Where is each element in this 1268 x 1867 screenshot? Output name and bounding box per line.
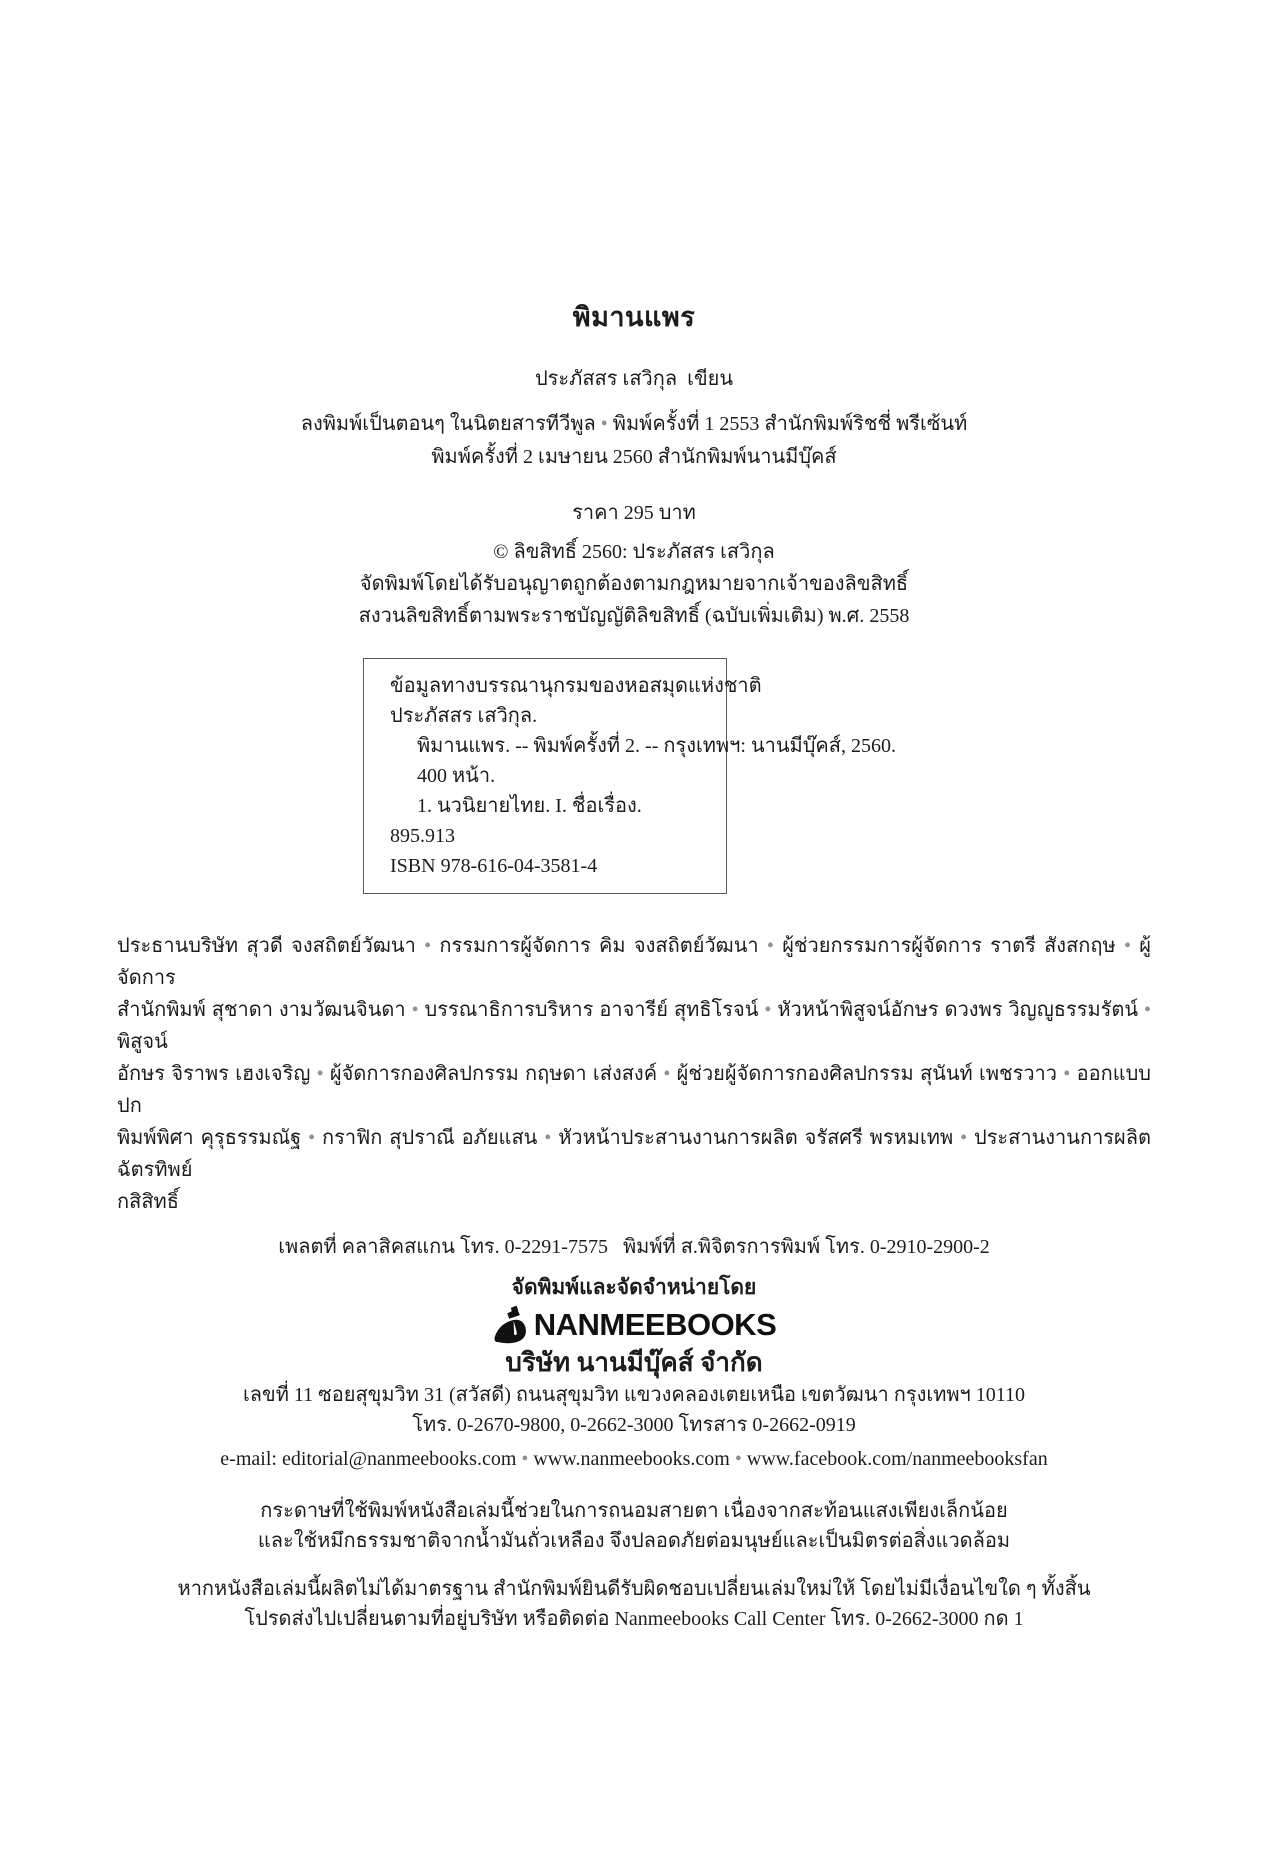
publisher-logo bbox=[117, 1304, 1151, 1346]
cip-box bbox=[363, 658, 896, 894]
credits-line: กสิสิทธิ์ bbox=[117, 1191, 179, 1213]
paper-note-line: และใช้หมึกธรรมชาติจากน้ำมันถั่วเหลือง จึงปลอดภัยต่อมนุษย์และเป็นมิตรต่อสิ่งแวดล้อม bbox=[257, 1530, 1011, 1552]
printing-history bbox=[117, 408, 1151, 474]
second-printing-line: พิมพ์ครั้งที่ 2 เมษายน 2560 สำนักพิมพ์นานมีบุ๊คส์ bbox=[431, 446, 837, 468]
copyright-line: สงวนลิขสิทธิ์ตามพระราชบัญญัติลิขสิทธิ์ (ฉบับเพิ่มเติม) พ.ศ. 2558 bbox=[358, 605, 910, 627]
author-line: ประภัสสร เสวิกุล เขียน bbox=[534, 368, 734, 390]
copyright-line: จัดพิมพ์โดยได้รับอนุญาตถูกต้องตามกฎหมายจากเจ้าของลิขสิทธิ์ bbox=[359, 573, 909, 595]
quality-note-line: โปรดส่งไปเปลี่ยนตามที่อยู่บริษัท หรือติดต่อ Nanmeebooks Call Center โทร. 0-2662-3000 กด 1 bbox=[244, 1608, 1024, 1630]
credits-line: อักษร จิราพร เฮงเจริญ • ผู้จัดการกองศิลปกรรม กฤษดา เส่งสงค์ • ผู้ช่วยผู้จัดการกองศิลปกรรม สุนันท์ เพชรวาว • ออกแบบปก bbox=[117, 1063, 1151, 1117]
price-line: ราคา 295 บาท bbox=[572, 502, 696, 524]
cip-isbn: ISBN 978-616-04-3581-4 bbox=[390, 855, 598, 877]
page-title: พิมานแพร bbox=[572, 302, 696, 332]
credits-line: ประธานบริษัท สุวดี จงสถิตย์วัฒนา • กรรมการผู้จัดการ คิม จงสถิตย์วัฒนา • ผู้ช่วยกรรมการผู้จัดการ ราตรี สังสกฤษ • ผู้จัดการ bbox=[117, 935, 1151, 989]
publisher-company-name: บริษัท นานมีบุ๊คส์ จำกัด bbox=[505, 1348, 763, 1377]
nanmeebooks-snail-icon bbox=[492, 1305, 528, 1345]
cip-line: 400 หน้า. bbox=[417, 765, 496, 787]
cip-line: ข้อมูลทางบรรณานุกรมของหอสมุดแห่งชาติ bbox=[390, 675, 762, 697]
plate-print-line: เพลตที่ คลาสิคสแกน โทร. 0-2291-7575 พิมพ์ที่ ส.พิจิตรการพิมพ์ โทร. 0-2910-2900-2 bbox=[278, 1236, 990, 1258]
staff-credits bbox=[117, 930, 1151, 1218]
cip-dewey-number: 895.913 bbox=[390, 825, 455, 847]
credits-line: สำนักพิมพ์ สุชาดา งามวัฒนจินดา • บรรณาธิการบริหาร อาจารีย์ สุทธิโรจน์ • หัวหน้าพิสูจน์อักษร ดวงพร วิญญูธรรมรัตน์ • พิสูจน์ bbox=[117, 999, 1151, 1053]
quality-guarantee-note bbox=[117, 1574, 1151, 1634]
page-content bbox=[117, 0, 1151, 1634]
paper-note bbox=[117, 1496, 1151, 1556]
cip-line: พิมานแพร. -- พิมพ์ครั้งที่ 2. -- กรุงเทพฯ: นานมีบุ๊คส์, 2560. bbox=[417, 735, 896, 757]
publisher-logo-text: NANMEEBOOKS bbox=[533, 1307, 777, 1342]
publisher-heading: จัดพิมพ์และจัดจำหน่ายโดย bbox=[511, 1275, 757, 1299]
cip-line: ประภัสสร เสวิกุล. bbox=[390, 705, 538, 727]
copyright-line: © ลิขสิทธิ์ 2560: ประภัสสร เสวิกุล bbox=[493, 541, 775, 563]
publisher-phone-line: โทร. 0-2670-9800, 0-2662-3000 โทรสาร 0-2662-0919 bbox=[412, 1414, 856, 1436]
serialization-line: ลงพิมพ์เป็นตอนๆ ในนิตยสารทีวีพูล • พิมพ์ครั้งที่ 1 2553 สำนักพิมพ์ริชชี่ พรีเซ้นท์ bbox=[300, 413, 968, 435]
paper-note-line: กระดาษที่ใช้พิมพ์หนังสือเล่มนี้ช่วยในการถนอมสายตา เนื่องจากสะท้อนแสงเพียงเล็กน้อย bbox=[260, 1500, 1008, 1522]
publisher-address-line: เลขที่ 11 ซอยสุขุมวิท 31 (สวัสดี) ถนนสุขุมวิท แขวงคลองเตยเหนือ เขตวัฒนา กรุงเทพฯ 10110 bbox=[242, 1384, 1026, 1406]
copyright-block bbox=[117, 536, 1151, 632]
quality-note-line: หากหนังสือเล่มนี้ผลิตไม่ได้มาตรฐาน สำนักพิมพ์ยินดีรับผิดชอบเปลี่ยนเล่มใหม่ให้ โดยไม่มีเงื่อนไขใด ๆ ทั้งสิ้น bbox=[177, 1578, 1091, 1600]
credits-line: พิมพ์พิศา คุรุธรรมณัฐ • กราฟิก สุปราณี อภัยแสน • หัวหน้าประสานงานการผลิต จรัสศรี พรหมเทพ • ประสานงานการผลิต ฉัตรทิพย์ bbox=[117, 1127, 1151, 1181]
publisher-online-contacts-line: e-mail: editorial@nanmeebooks.com • www.nanmeebooks.com • www.facebook.com/nanmeebooksfan bbox=[220, 1448, 1048, 1470]
cip-line: 1. นวนิยายไทย. I. ชื่อเรื่อง. bbox=[417, 795, 642, 817]
